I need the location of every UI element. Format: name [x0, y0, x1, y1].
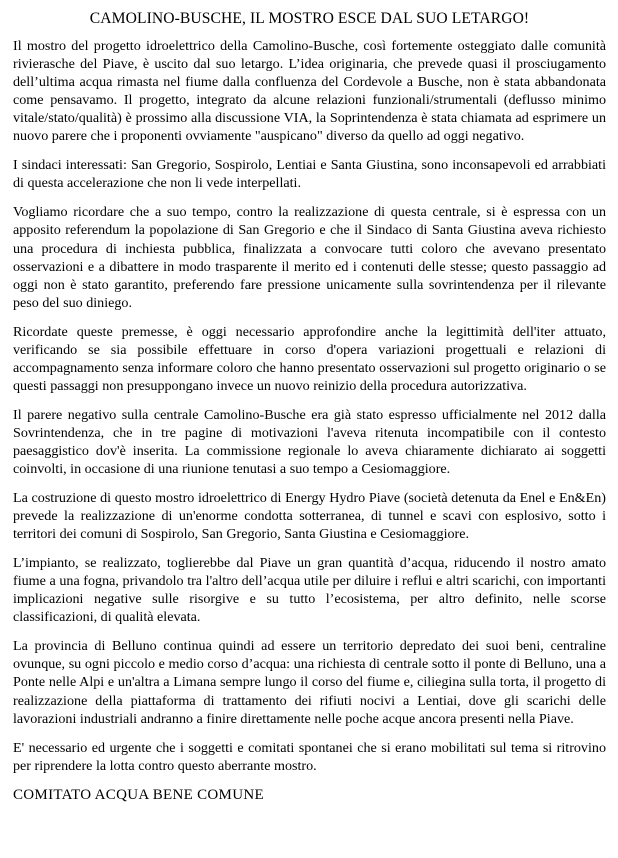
paragraph-5: Il parere negativo sulla centrale Camolino-Busche era già stato espresso ufficialmente nel 2012 dalla Sovrintendenza, che in tre pagine di motivazioni l'aveva ritenuta incompatibile con il contesto paesaggistico dov'è inserita. La commissione regionale lo aveva chiaramente dichiarato ai soggetti coinvolti, in occasione di una riunione tenutasi a suo tempo a Cesiomaggiore. [13, 406, 606, 478]
paragraph-9: E' necessario ed urgente che i soggetti e comitati spontanei che si erano mobilitati sul tema si ritrovino per riprendere la lotta contro questo aberrante mostro. [13, 739, 606, 774]
paragraph-3: Vogliamo ricordare che a suo tempo, contro la realizzazione di questa centrale, si è espressa con un apposito referendum la popolazione di San Gregorio e che il Sindaco di Santa Giustina aveva richiesto una procedura di inchiesta pubblica, finalizzata a convocare tutti coloro che avevano presentato osservazioni e a dibattere in modo trasparente il merito ed i contenuti delle stesse; questo passaggio ad oggi non è stato garantito, preferendo fare pressione unicamente sulla sovrintendenza per il rilevante peso del suo diniego. [13, 204, 606, 311]
paragraph-7: L’impianto, se realizzato, toglierebbe dal Piave un gran quantità d’acqua, riducendo il nostro amato fiume a una fogna, privandolo tra l'altro dell’acqua utile per diluire i reflui e altri scarichi, con importanti implicazioni negative sulle risorgive e su tutto l’ecosistema, per altro definito, nelle scorse classificazioni, di qualità elevata. [13, 555, 606, 626]
document-title: CAMOLINO-BUSCHE, IL MOSTRO ESCE DAL SUO LETARGO! [89, 10, 530, 27]
paragraph-4: Ricordate queste premesse, è oggi necessario approfondire anche la legittimità dell'iter attuato, verificando se sia possibile effettuare in corso d'opera variazioni progettuali e relazioni di accompagnamento senza informare coloro che hanno presentato osservazioni sul progetto originario o se questi passaggi non presuppongano invece un nuovo reinizio della procedura autorizzativa. [13, 323, 606, 394]
paragraph-6: La costruzione di questo mostro idroelettrico di Energy Hydro Piave (società detenuta da Enel e En&En) prevede la realizzazione di un'enorme condotta sotterranea, di tunnel e scavi con esplosivo, sotto i territori dei comuni di Sospirolo, San Gregorio, Santa Giustina e Cesiomaggiore. [13, 490, 606, 543]
signature: COMITATO ACQUA BENE COMUNE [13, 786, 264, 803]
paragraph-8: La provincia di Belluno continua quindi ad essere un territorio depredato dei suoi beni, centraline ovunque, su ogni piccolo e medio corso d’acqua: una richiesta di centrale sotto il ponte di Belluno, una a Ponte nelle Alpi e un'altra a Limana sempre lungo il corso del fiume e, ciliegina sulla torta, il progetto di realizzazione della piattaforma di trattamento dei rifiuti nocivi a Lentiai, dove gli scarichi delle lavorazioni industriali andranno a finire direttamente nelle poche acque ancora presenti nella Piave. [13, 638, 606, 727]
paragraph-2: I sindaci interessati: San Gregorio, Sospirolo, Lentiai e Santa Giustina, sono inconsapevoli ed arrabbiati di questa accelerazione che non li vede interpellati. [13, 157, 606, 192]
paragraph-1: Il mostro del progetto idroelettrico della Camolino-Busche, così fortemente osteggiato dalle comunità rivierasche del Piave, è uscito dal suo letargo. L’idea originaria, che prevede quasi il prosciugamento dell’ultima acqua rimasta nel fiume dalla confluenza del Cordevole a Busche, non è stata abbandonata come pensavamo. Il progetto, integrato da alcune relazioni funzionali/strumentali (deflusso minimo vitale/stato/qualità) è prossimo alla discussione VIA, la Soprintendenza è stata chiamata ad esprimere un nuovo parere che i proponenti ovviamente "auspicano" diverso da quello ad oggi negativo. [13, 38, 606, 145]
